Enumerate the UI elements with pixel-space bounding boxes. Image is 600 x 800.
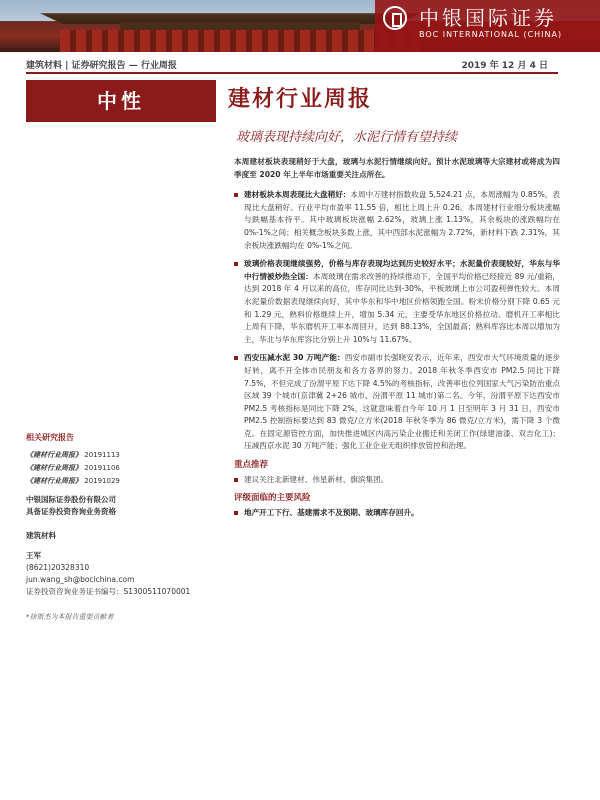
analyst-email[interactable]: jun.wang_sh@bocichina.com <box>26 575 135 584</box>
bullet-text: 本周玻璃在需求改善的持续推动下，全国平均价格已经接近 89 元/重箱，达到 2018 年 4 月以来的高位，库存同比达到-30%，平板玻璃上市公司盈利弹性较大。本周水泥量价数据表现继续向好，其中华东和华中地区价格领跑全国。粉末价格分别下降 0.65 元和 1.29 元，熟料价格继续上升，增加 5.34 元，主要受华东地区价格拉动。磨机开工率相比上周有下降，华东磨机开工率本周回升，达到 88.13%，全国最高；熟料库容比本周以增加为主，华北与华东库容比分别上升 10%与 11.67%。 <box>244 271 561 344</box>
rating-badge: 中性 <box>26 80 216 122</box>
intro-paragraph: 本周建材板块表现稍好于大盘，玻璃与水泥行情继续向好。预计水泥玻璃等大宗建材或将成为四季度至 2020 年上半年市场重要关注点所在。 <box>234 157 560 179</box>
analyst-cert: 证券投资咨询业务证书编号：S1300511070001 <box>26 587 191 596</box>
risk-item <box>234 507 560 520</box>
risk-heading: 评级面临的主要风险 <box>234 493 311 504</box>
bullet-square-icon <box>234 478 238 482</box>
palace-pillars-image <box>60 30 420 52</box>
analyst-info <box>26 530 216 622</box>
bullet-square-icon <box>234 511 238 515</box>
bullet-square-icon <box>234 193 238 197</box>
main-column <box>234 156 560 525</box>
analyst-sector: 建筑材料 <box>26 531 56 540</box>
analyst-name: 王军 <box>26 551 41 560</box>
bullet-item <box>234 352 560 453</box>
firm-name: 中银国际证券股份有限公司 <box>26 495 116 504</box>
bullet-text: 本周中万建材指数收盘 5,524.21 点，本周涨幅为 0.85%，表现比大盘稍好。行业平均市盈率 11.55 倍，相比上周上升 0.26。本周建材行业细分板块涨幅与跌幅基本持平。其中玻璃板块涨幅 2.62%，玻璃上涨 1.13%，其余板块的涨跌幅均在 0%-1%之间；相关概念板块多数上涨，其中西部水泥涨幅为 2.72%，新材料下跌 2.31%，其余板块涨跌幅均在 0%-1%之间。 <box>244 190 560 250</box>
focus-text: 建议关注北新建材、伟星新材、旗滨集团。 <box>244 474 389 484</box>
related-item[interactable]: 《建材行业周报》 20191106 <box>26 464 120 472</box>
bullet-lead: 西安压减水泥 30 万吨产能： <box>244 353 345 363</box>
page-title: 建材行业周报 <box>228 87 373 112</box>
related-heading: 相关研究报告 <box>26 433 74 442</box>
logo-en-text: BOC INTERNATIONAL (CHINA) <box>419 30 563 39</box>
page-subtitle: 玻璃表现持续向好，水泥行情有望持续 <box>236 130 458 145</box>
risk-text: 地产开工下行、基建需求不及预期、玻璃库存回升。 <box>244 507 419 517</box>
bullet-square-icon <box>234 262 238 266</box>
firm-info <box>26 494 216 518</box>
logo-cn-text: 中银国际证券 <box>419 6 557 30</box>
firm-qualification: 具备证券投资咨询业务资格 <box>26 507 116 516</box>
bullet-item <box>234 258 560 346</box>
breadcrumb: 建筑材料 | 证券研究报告 — 行业周报 <box>26 61 177 71</box>
brand-logo <box>375 0 600 52</box>
related-reports <box>26 432 216 488</box>
bullet-lead: 玻璃价格表现继续强势，价格与库存表现均达到历史较好水平；水泥量价表现较好，华东与华中行情被炒热全国： <box>244 259 560 281</box>
boc-logo-icon <box>383 6 407 30</box>
report-date: 2019 年 12 月 4 日 <box>461 61 548 71</box>
related-item[interactable]: 《建材行业周报》 20191113 <box>26 451 120 459</box>
bullet-text: 西安市副市长强晓安表示，近年来，西安市大气环境质量的逐步好转，离不开全体市民朋友和各方各界的努力。2018 年秋冬季西安市 PM2.5 同比下降 7.5%，不但完成了汾渭平原下达下降 4.5%的考核指标，改善率也位列国家大气污染防治重点区域 39 个城市(京津冀 2+26 城市、汾渭平原 11 城市)第二名。今年，汾渭平原下达西安市 PM2.5 考核指标是同比下降 2%，这就意味着自今年 10 月 1 日至明年 3 月 31 日，西安市 PM2.5 控制指标要达到 83 微克/立方米(2018 年秋冬季为 86 微克/立方米)，需下降 3 个微克。在固定源管控方面，加快推进城区内高污染企业搬迁和关闭工作(绿建油漆、双吉化工)；压减西京水泥 30 万吨产能；强化工业企业无组织排放管控和治理。 <box>244 353 560 451</box>
footnote: *徐斯杰为本报告重要贡献者 <box>26 613 114 621</box>
related-item[interactable]: 《建材行业周报》 20191029 <box>26 477 120 485</box>
analyst-phone: (8621)20328310 <box>26 563 90 572</box>
header-rule <box>26 72 558 74</box>
bullet-square-icon <box>234 356 238 360</box>
focus-item <box>234 474 560 487</box>
focus-heading: 重点推荐 <box>234 460 269 471</box>
header-banner <box>0 0 600 52</box>
bullet-item <box>234 189 560 252</box>
bullet-lead: 建材板块本周表现比大盘稍好： <box>244 190 351 200</box>
